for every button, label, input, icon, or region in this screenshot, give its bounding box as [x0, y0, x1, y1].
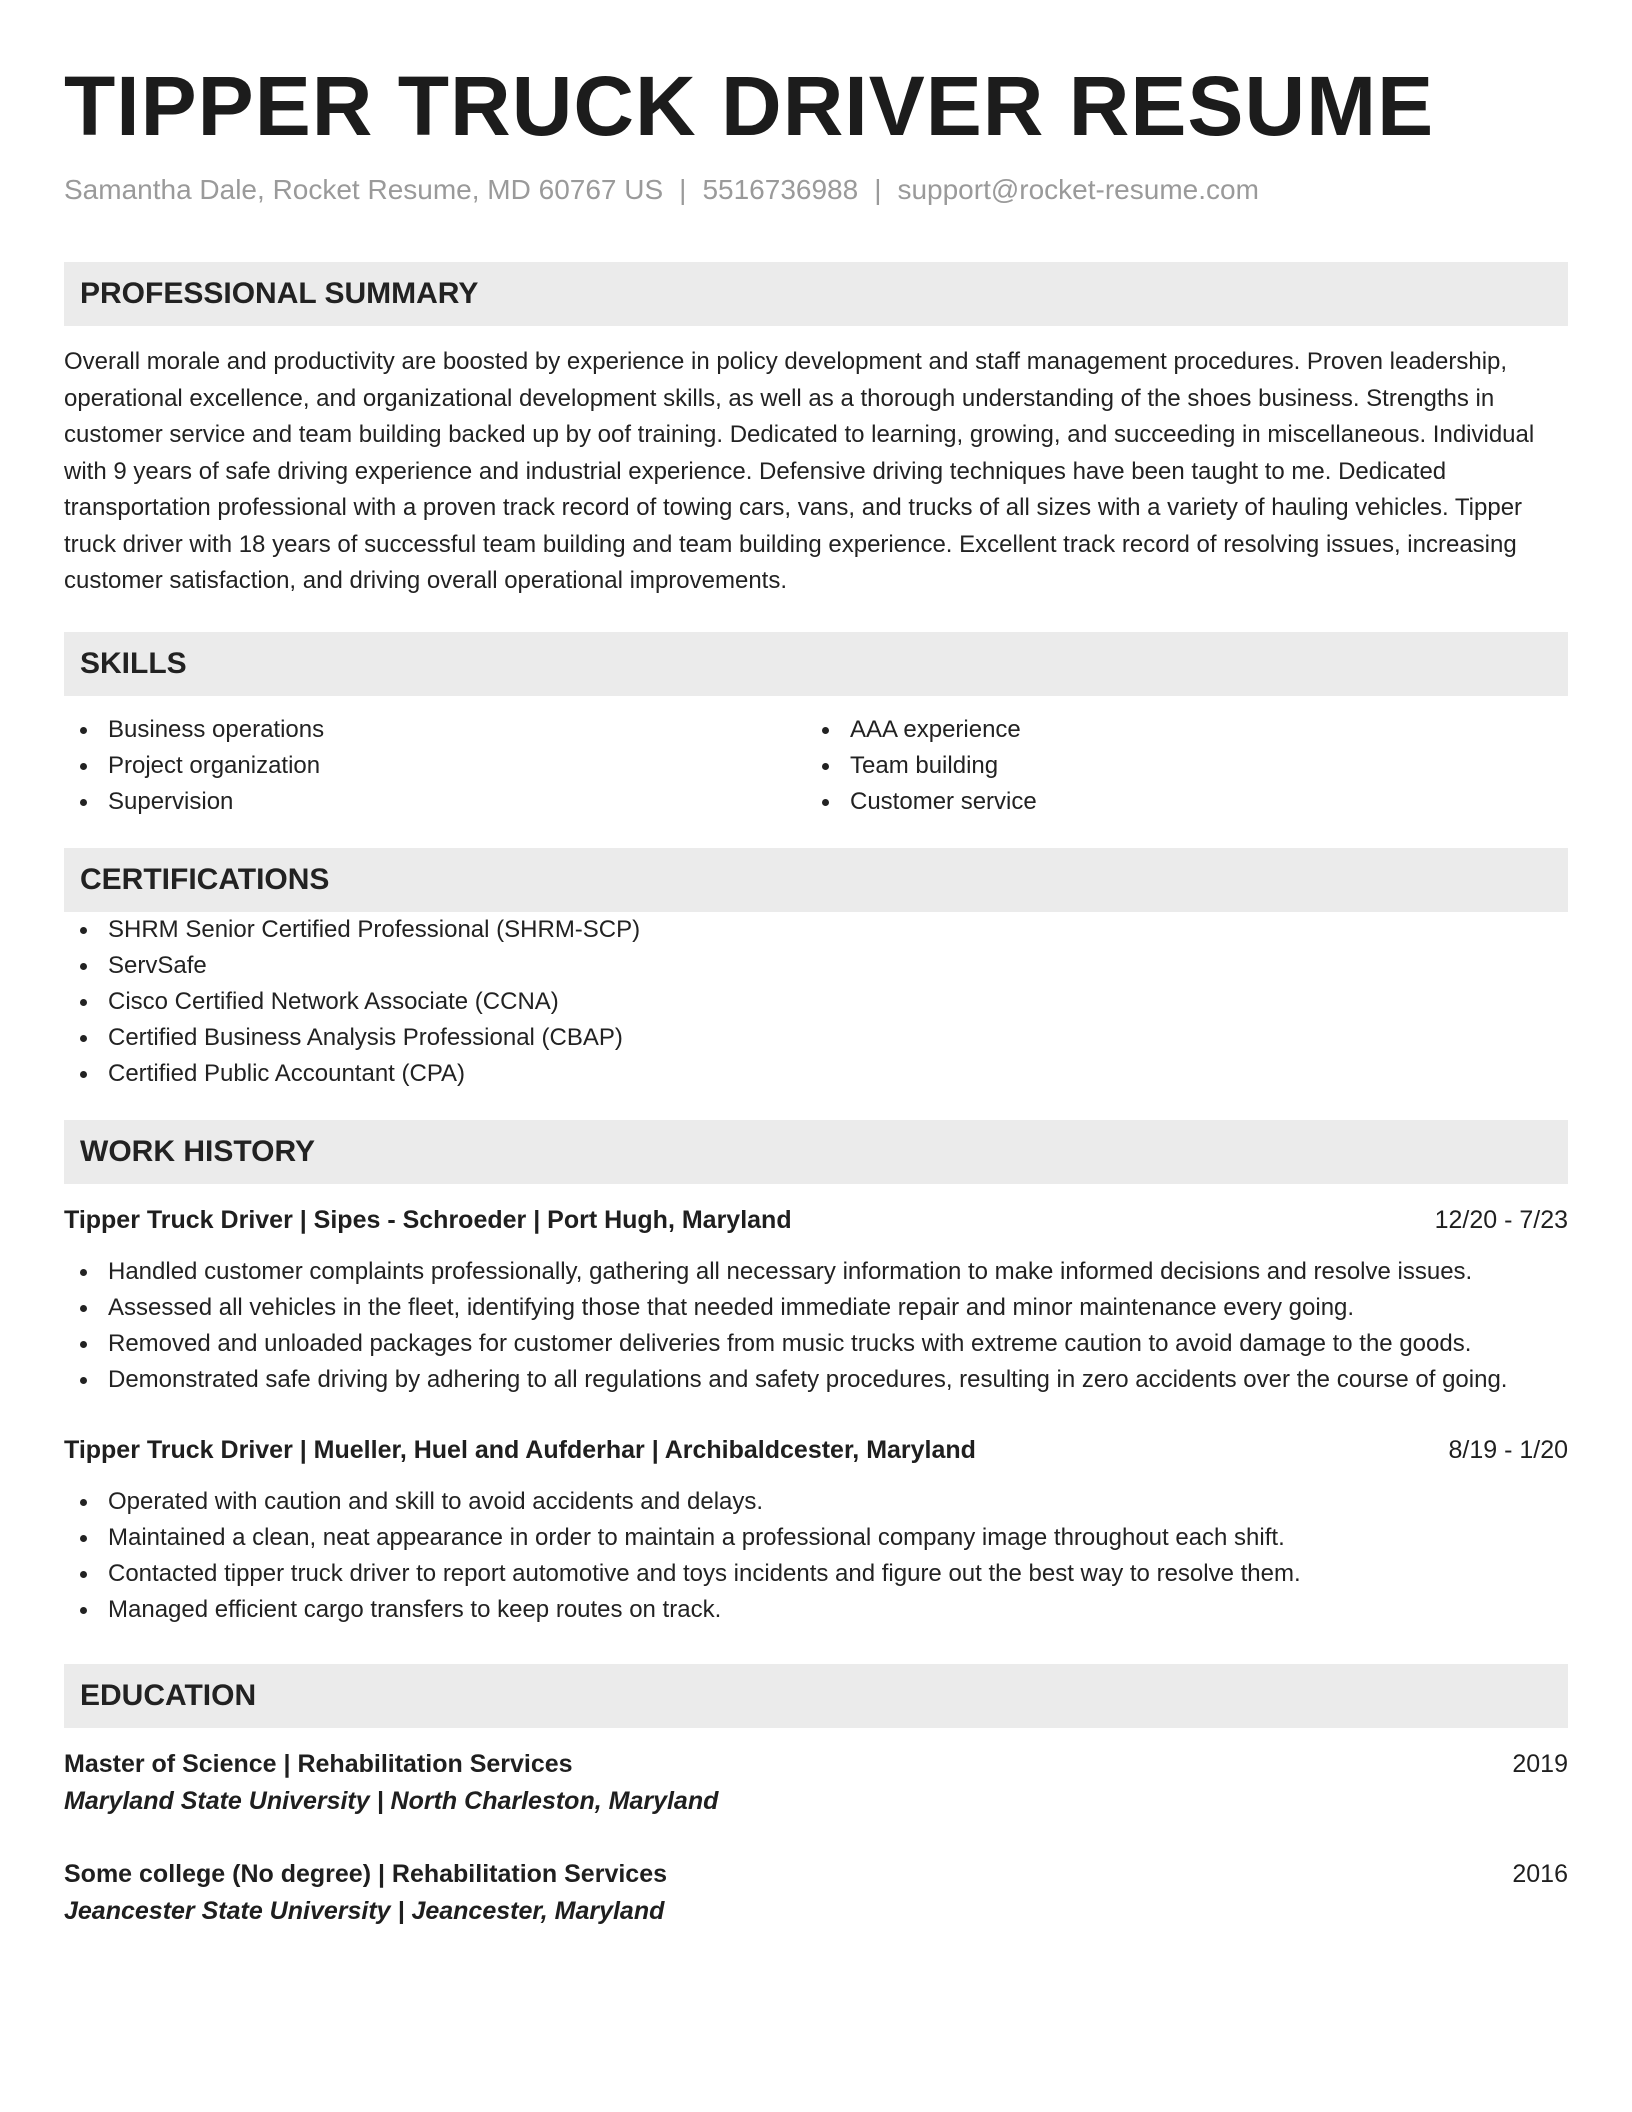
job-bullet: Removed and unloaded packages for customer deliveries from music trucks with extreme caution to avoid damage to the goods. [64, 1326, 1568, 1362]
job-bullets [64, 1254, 1568, 1398]
summary-section [64, 262, 1568, 600]
skill-item: Business operations [64, 712, 806, 748]
job-entry [64, 1202, 1568, 1398]
education-degree: Master of Science | Rehabilitation Services [64, 1749, 573, 1778]
education-header [64, 1746, 1568, 1782]
education-degree: Some college (No degree) | Rehabilitation Services [64, 1859, 668, 1888]
contact-phone: 5516736988 [702, 174, 859, 205]
certification-item: Cisco Certified Network Associate (CCNA) [64, 984, 1568, 1020]
certifications-list [64, 912, 1568, 1092]
job-bullet: Contacted tipper truck driver to report automotive and toys incidents and figure out the best way to resolve them. [64, 1556, 1568, 1592]
certification-item: ServSafe [64, 948, 1568, 984]
education-year: 2019 [1512, 1749, 1568, 1778]
skills-list-left [64, 712, 806, 820]
certification-item: Certified Public Accountant (CPA) [64, 1056, 1568, 1092]
education-section [64, 1664, 1568, 1930]
skill-item: Supervision [64, 784, 806, 820]
skill-item: Customer service [806, 784, 1548, 820]
skills-section [64, 632, 1568, 820]
contact-separator: | [679, 174, 687, 205]
section-heading-certifications: CERTIFICATIONS [64, 848, 1568, 912]
section-heading-work-history: WORK HISTORY [64, 1120, 1568, 1184]
certification-item: Certified Business Analysis Professional (CBAP) [64, 1020, 1568, 1056]
education-header [64, 1856, 1568, 1892]
contact-line [64, 170, 1568, 210]
education-entry [64, 1746, 1568, 1820]
certification-item: SHRM Senior Certified Professional (SHRM-SCP) [64, 912, 1568, 948]
job-bullets [64, 1484, 1568, 1628]
certifications-section [64, 848, 1568, 1092]
job-dates: 12/20 - 7/23 [1434, 1205, 1568, 1234]
job-bullet: Operated with caution and skill to avoid accidents and delays. [64, 1484, 1568, 1520]
job-bullet: Managed efficient cargo transfers to keep routes on track. [64, 1592, 1568, 1628]
education-entry [64, 1856, 1568, 1930]
job-title: Tipper Truck Driver | Mueller, Huel and Aufderhar | Archibaldcester, Maryland [64, 1435, 976, 1464]
job-bullet: Assessed all vehicles in the fleet, identifying those that needed immediate repair and minor maintenance every going. [64, 1290, 1568, 1326]
skills-list-right [806, 712, 1548, 820]
job-dates: 8/19 - 1/20 [1448, 1435, 1568, 1464]
education-school: Jeancester State University | Jeancester, Maryland [64, 1896, 665, 1925]
section-heading-summary: PROFESSIONAL SUMMARY [64, 262, 1568, 326]
skill-item: AAA experience [806, 712, 1548, 748]
section-heading-skills: SKILLS [64, 632, 1568, 696]
job-bullet: Maintained a clean, neat appearance in order to maintain a professional company image throughout each shift. [64, 1520, 1568, 1556]
section-heading-education: EDUCATION [64, 1664, 1568, 1728]
skill-item: Team building [806, 748, 1548, 784]
resume-title: TIPPER TRUCK DRIVER RESUME [64, 59, 1435, 153]
contact-separator: | [874, 174, 882, 205]
job-title: Tipper Truck Driver | Sipes - Schroeder | Port Hugh, Maryland [64, 1205, 792, 1234]
job-bullet: Demonstrated safe driving by adhering to all regulations and safety procedures, resulting in zero accidents over the course of going. [64, 1362, 1568, 1398]
skills-columns [64, 712, 1568, 820]
contact-email: support@rocket-resume.com [897, 174, 1259, 205]
contact-address: Samantha Dale, Rocket Resume, MD 60767 US [64, 174, 664, 205]
work-history-section [64, 1120, 1568, 1628]
job-bullet: Handled customer complaints professionally, gathering all necessary information to make informed decisions and resolve issues. [64, 1254, 1568, 1290]
job-header [64, 1432, 1568, 1468]
job-entry [64, 1432, 1568, 1628]
education-year: 2016 [1512, 1859, 1568, 1888]
summary-text: Overall morale and productivity are boosted by experience in policy development and staff management procedures. Proven leadership, operational excellence, and organizational development skills, as well as a thorough understanding of the shoes business. Strengths in customer service and team building backed up by oof training. Dedicated to learning, growing, and succeeding in miscellaneous. Individual with 9 years of safe driving experience and industrial experience. Defensive driving techniques have been taught to me. Dedicated transportation professional with a proven track record of towing cars, vans, and trucks of all sizes with a variety of hauling vehicles. Tipper truck driver with 18 years of successful team building and team building experience. Excellent track record of resolving issues, increasing customer satisfaction, and driving overall operational improvements. [64, 348, 1535, 594]
skill-item: Project organization [64, 748, 806, 784]
education-school: Maryland State University | North Charleston, Maryland [64, 1786, 719, 1815]
job-header [64, 1202, 1568, 1238]
